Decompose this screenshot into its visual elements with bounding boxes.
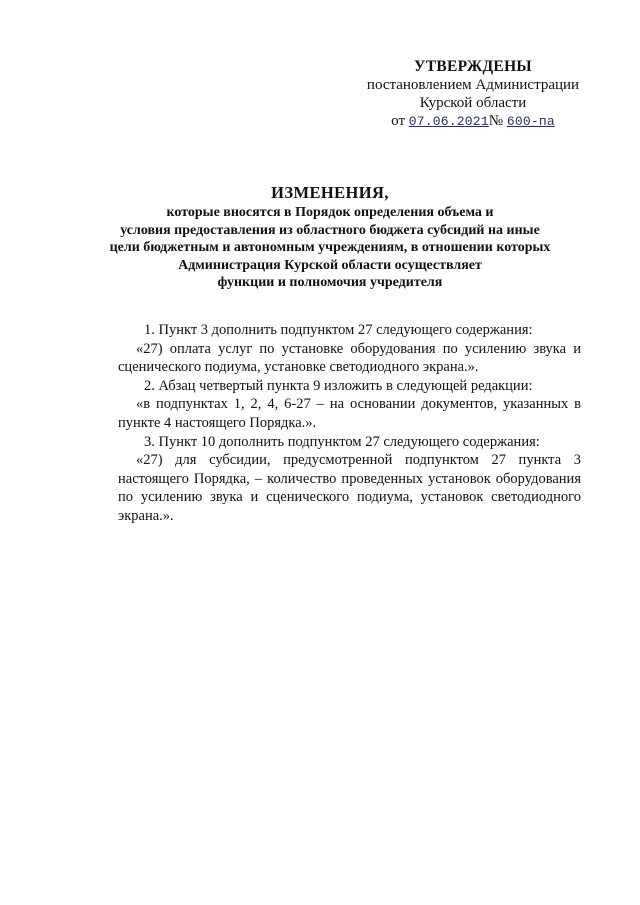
approval-region: Курской области bbox=[419, 95, 527, 111]
paragraph-quote-2: «в подпунктах 1, 2, 4, 6-27 – на основании документов, указанных в пункте 4 настоящего Порядка.». bbox=[118, 396, 581, 431]
document-title-block bbox=[80, 182, 580, 292]
title-line: функции и полномочия учредителя bbox=[217, 275, 443, 290]
title-line: условия предоставления из областного бюджета субсидий на иные bbox=[120, 222, 540, 238]
title-line: цели бюджетным и автономным учреждениям, в отношении которых bbox=[109, 240, 551, 255]
decree-date: 07.06.2021 bbox=[408, 114, 489, 129]
title-line: которые вносятся в Порядок определения объема и bbox=[166, 205, 494, 220]
paragraph-item-2: 2. Абзац четвертый пункта 9 изложить в следующей редакции: bbox=[144, 377, 533, 394]
approval-authority: постановлением Администрации bbox=[366, 77, 580, 93]
approval-stamp bbox=[358, 58, 588, 131]
paragraph-item-3: 3. Пункт 10 дополнить подпунктом 27 следующего содержания: bbox=[144, 433, 540, 450]
title-line: Администрация Курской области осуществляет bbox=[178, 257, 482, 273]
document-title: ИЗМЕНЕНИЯ, bbox=[271, 183, 389, 202]
approval-heading: УТВЕРЖДЕНЫ bbox=[414, 58, 532, 75]
document-body bbox=[118, 321, 581, 526]
decree-number: 600-па bbox=[506, 114, 555, 129]
paragraph-quote-1: «27) оплата услуг по установке оборудования по усилению звука и сценического подиума, установке светодиодного экрана.». bbox=[118, 340, 581, 376]
decree-reference bbox=[358, 112, 588, 131]
decree-date-prefix: от bbox=[391, 113, 405, 129]
decree-number-sign: № bbox=[488, 113, 504, 129]
paragraph-quote-3: «27) для субсидии, предусмотренной подпунктом 27 пункта 3 настоящего Порядка, – количество проведенных установок оборудования по усилению звука и сценического подиума, установок светодиодного экрана.». bbox=[118, 452, 581, 524]
paragraph-item-1: 1. Пункт 3 дополнить подпунктом 27 следующего содержания: bbox=[144, 322, 533, 338]
